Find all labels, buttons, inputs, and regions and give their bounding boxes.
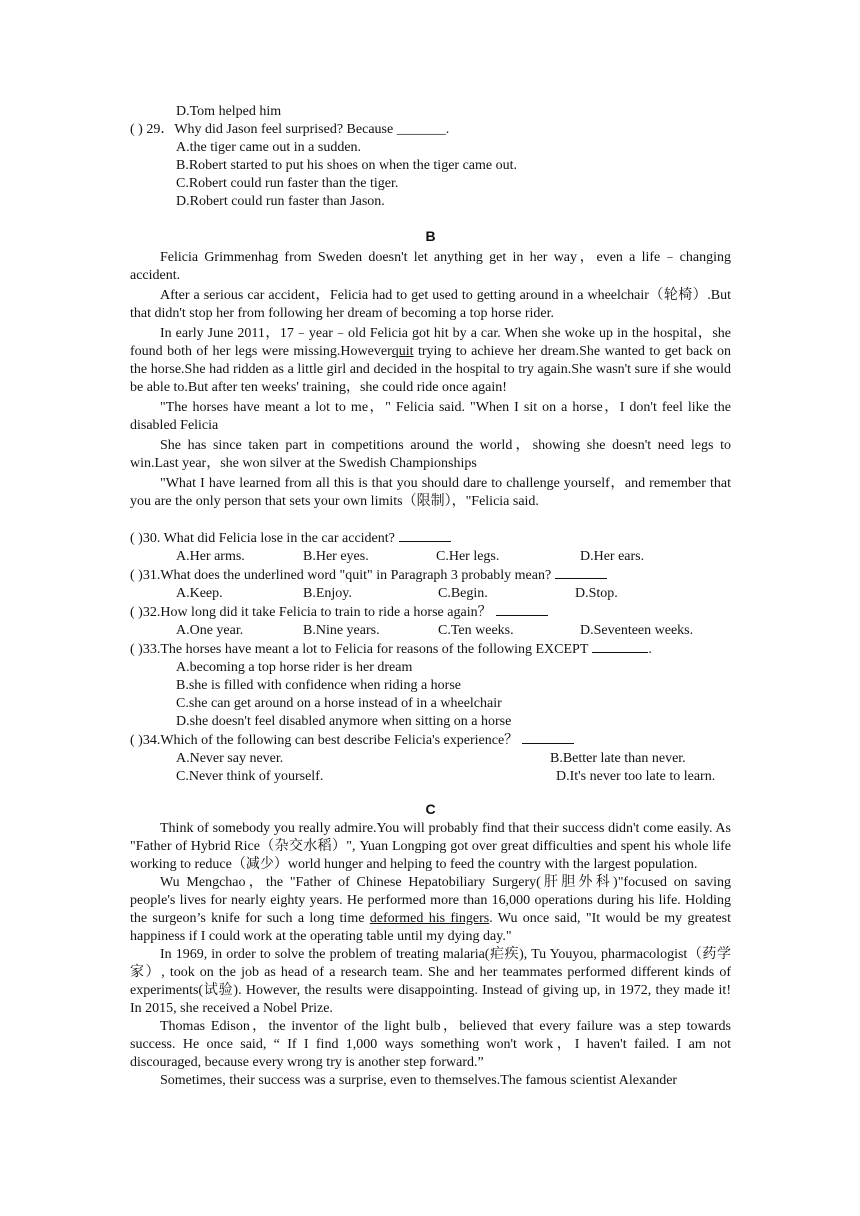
q29-text: 29．Why did Jason feel surprised? Because _______.	[146, 122, 450, 137]
answer-blank	[496, 603, 548, 616]
q33-answer-paren[interactable]: ( )	[130, 642, 143, 657]
q33-option-a: A.becoming a top horse rider is her dream	[176, 660, 413, 675]
q29-option-b: B.Robert started to put his shoes on when the tiger came out.	[176, 158, 517, 173]
answer-blank	[555, 566, 607, 579]
q29-option-c: C.Robert could run faster than the tiger.	[176, 176, 399, 191]
passage-c-paragraph: In 1969, in order to solve the problem of treating malaria(疟疾), Tu Youyou, pharmacologist（药学家）, took on the job as head of a research team. She and her teammates performed different kinds of experiments(试验). However, the results were disappointing. Instead of giving up, in 1972, they made it! In 2015, she received a Nobel Prize.	[130, 947, 731, 1016]
q30-options	[130, 548, 731, 566]
q31-text: 31.What does the underlined word "quit" in Paragraph 3 probably mean?	[142, 568, 552, 583]
document-page	[130, 103, 731, 1090]
q30-stem	[130, 529, 731, 548]
section-b-heading: B	[425, 228, 436, 244]
q34-option-a: A.Never say never.	[176, 751, 284, 766]
passage-c-paragraph: Think of somebody you really admire.You will probably find that their success didn't come easily. As "Father of Hybrid Rice（杂交水稻）", Yuan Longping got over great difficulties and spent his whole life working to reduce（减少）world hunger and helping to feed the country with the largest population.	[130, 821, 731, 872]
q33-stem: ( )33.The horses have meant a lot to Felicia for reasons of the following EXCEPT .	[130, 642, 652, 657]
q29-answer-paren[interactable]: ( )	[130, 122, 143, 137]
q33-text: 33.The horses have meant a lot to Felicia for reasons of the following EXCEPT	[142, 642, 589, 657]
q31-stem	[130, 566, 731, 585]
answer-blank	[522, 731, 574, 744]
q29-option-d: D.Robert could run faster than Jason.	[176, 194, 385, 209]
q34-stem	[130, 731, 731, 750]
passage-b-paragraph: In early June 2011，17﹣year﹣old Felicia got hit by a car. When she woke up in the hospital，she found both of her legs were missing.Howeverquit trying to achieve her dream.She wanted to get back on the horse.She had ridden as a little girl and decided in the hospital to try again.She wasn't sure if she would be able to.But after ten weeks' training，she could ride once again!	[130, 326, 732, 395]
q32-option-c: C.Ten weeks.	[438, 623, 514, 638]
underlined-phrase: deformed his fingers	[369, 911, 490, 926]
q33-option-b: B.she is filled with confidence when riding a horse	[176, 678, 461, 693]
q34-options-row2	[130, 768, 731, 786]
q30-option-c: C.Her legs.	[436, 549, 500, 564]
q29-stem	[130, 121, 731, 139]
q34-options-row1	[130, 750, 731, 768]
q30-answer-paren[interactable]: ( )	[130, 531, 143, 546]
passage-c-paragraph: Wu Mengchao，the "Father of Chinese Hepatobiliary Surgery(肝胆外科)"focused on saving people's lives for nearly eighty years. He performed more than 16,000 operations during his life. Holding the surgeon’s knife for such a long time deformed his fingers. Wu once said, "It would be my greatest happiness if I could work at the operating table until my dying day."	[130, 875, 732, 944]
q30-option-a: A.Her arms.	[176, 549, 245, 564]
q31-option-a: A.Keep.	[176, 586, 223, 601]
section-c-heading: C	[425, 801, 436, 817]
underlined-word-quit: quit	[391, 344, 414, 359]
q31-option-d: D.Stop.	[575, 586, 618, 601]
q34-option-d: D.It's never too late to learn.	[556, 769, 716, 784]
q32-options	[130, 622, 731, 640]
q32-option-a: A.One year.	[176, 623, 244, 638]
passage-b-paragraph: After a serious car accident，Felicia had to get used to getting around in a wheelchair（轮椅）.But that didn't stop her from following her dream of becoming a top horse rider.	[130, 288, 731, 321]
q34-text: 34.Which of the following can best describe Felicia's experience？	[142, 733, 519, 748]
q30-option-b: B.Her eyes.	[303, 549, 369, 564]
q32-answer-paren[interactable]: ( )	[130, 605, 143, 620]
q34-option-c: C.Never think of yourself.	[176, 769, 324, 784]
q32-stem	[130, 603, 731, 622]
q30-text: 30. What did Felicia lose in the car accident?	[142, 531, 395, 546]
q33-option-d: D.she doesn't feel disabled anymore when sitting on a horse	[176, 714, 512, 729]
answer-blank	[399, 529, 451, 542]
q33-option-c: C.she can get around on a horse instead of in a wheelchair	[176, 696, 502, 711]
q31-options	[130, 585, 731, 603]
q30-option-d: D.Her ears.	[580, 549, 645, 564]
q31-option-b: B.Enjoy.	[303, 586, 352, 601]
q29-option-a: A.the tiger came out in a sudden.	[176, 140, 362, 155]
q34-answer-paren[interactable]: ( )	[130, 733, 143, 748]
q28-option-d: D.Tom helped him	[176, 104, 282, 119]
q34-option-b: B.Better late than never.	[550, 751, 686, 766]
q31-option-c: C.Begin.	[438, 586, 488, 601]
q32-option-d: D.Seventeen weeks.	[580, 623, 694, 638]
q31-answer-paren[interactable]: ( )	[130, 568, 143, 583]
passage-c-paragraph: Sometimes, their success was a surprise, even to themselves.The famous scientist Alexander	[160, 1073, 678, 1088]
answer-blank	[592, 640, 648, 653]
passage-b-paragraph: "The horses have meant a lot to me，" Felicia said. "When I sit on a horse，I don't feel like the disabled Felicia	[130, 400, 731, 433]
passage-b-paragraph: "What I have learned from all this is that you should dare to challenge yourself，and remember that you are the only person that sets your own limits（限制），"Felicia said.	[130, 476, 731, 509]
passage-c-paragraph: Thomas Edison，the inventor of the light bulb，believed that every failure was a step towards success. He once said, “ If I find 1,000 ways something won't work，I haven't failed. I am not discouraged, because every wrong try is another step forward.”	[130, 1019, 731, 1070]
passage-b-paragraph: Felicia Grimmenhag from Sweden doesn't let anything get in her way，even a life﹣changing accident.	[130, 250, 731, 283]
q32-option-b: B.Nine years.	[303, 623, 380, 638]
q32-text: 32.How long did it take Felicia to train to ride a horse again？	[142, 605, 492, 620]
passage-b-paragraph: She has since taken part in competitions around the world，showing she doesn't need legs to win.Last year，she won silver at the Swedish Championships	[130, 438, 731, 471]
